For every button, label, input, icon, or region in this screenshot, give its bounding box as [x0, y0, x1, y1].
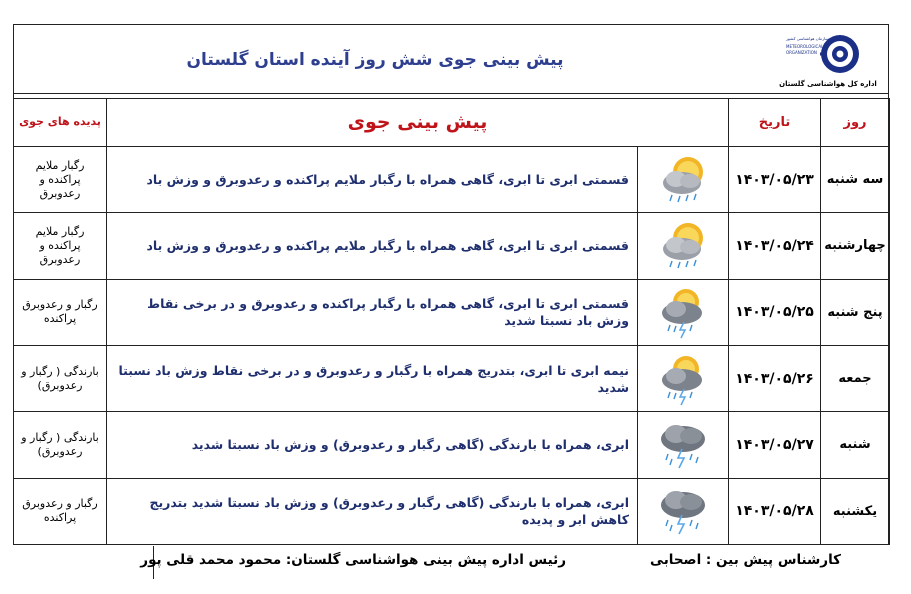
table-row [14, 478, 890, 544]
date-cell: ۱۴۰۳/۰۵/۲۳ [729, 146, 821, 212]
day-cell: شنبه [821, 412, 890, 478]
weather-icon-cell [638, 279, 729, 345]
date-cell: ۱۴۰۳/۰۵/۲۸ [729, 478, 821, 544]
day-cell: یکشنبه [821, 478, 890, 544]
date-cell: ۱۴۰۳/۰۵/۲۷ [729, 412, 821, 478]
table-row [14, 279, 890, 345]
thunderstorm-icon [652, 483, 714, 539]
partly-cloudy-rain-icon [652, 152, 714, 208]
day-cell: جمعه [821, 345, 890, 411]
forecast-cell: نیمه ابری تا ابری، بتدریج همراه با رگبار و رعدوبرق و در برخی نقاط وزش باد نسبتا شدید [107, 345, 638, 411]
thunderstorm-icon [652, 417, 714, 473]
column-header-phenomena: پدیده های جوی [14, 99, 107, 147]
day-cell: چهارشنبه [821, 213, 890, 279]
logo-caption: اداره کل هواشناسی گلستان [779, 80, 877, 88]
date-cell: ۱۴۰۳/۰۵/۲۶ [729, 345, 821, 411]
phenomena-cell: رگبار ملایم پراکنده و رعدوبرق [14, 213, 107, 279]
table-row [14, 412, 890, 478]
weather-icon-cell [638, 146, 729, 212]
phenomena-cell: رگبار و رعدوبرق پراکنده [14, 279, 107, 345]
column-header-forecast: پیش بینی جوی [107, 99, 729, 147]
day-cell: پنج شنبه [821, 279, 890, 345]
forecast-cell: قسمتی ابری تا ابری، گاهی همراه با رگبار ملایم پراکنده و رعدوبرق و وزش باد [107, 213, 638, 279]
weather-icon-cell [638, 478, 729, 544]
column-header-date: تاریخ [729, 99, 821, 147]
forecast-table [13, 98, 890, 545]
weather-icon-cell [638, 345, 729, 411]
logo-lettering: METEOROLOGICAL [786, 44, 824, 49]
page-title: پیش بینی جوی شش روز آینده استان گلستان [186, 50, 564, 70]
table-row [14, 213, 890, 279]
table-header-row [14, 99, 890, 147]
phenomena-cell: رگبار ملایم پراکنده و رعدوبرق [14, 146, 107, 212]
forecaster-name: کارشناس پیش بین : اصحابی [650, 552, 841, 568]
table-row [14, 146, 890, 212]
phenomena-cell: بارندگی ( رگبار و رعدوبرق) [14, 412, 107, 478]
thunderstorm-sun-icon [652, 351, 714, 407]
date-cell: ۱۴۰۳/۰۵/۲۴ [729, 213, 821, 279]
day-cell: سه شنبه [821, 146, 890, 212]
svg-text:ORGANIZATION: ORGANIZATION [786, 50, 817, 55]
column-header-day: روز [821, 99, 890, 147]
weather-icon-cell [638, 213, 729, 279]
date-cell: ۱۴۰۳/۰۵/۲۵ [729, 279, 821, 345]
partly-cloudy-rain-icon [652, 218, 714, 274]
weather-icon-cell [638, 412, 729, 478]
forecast-cell: قسمتی ابری تا ابری، گاهی همراه با رگبار ملایم پراکنده و رعدوبرق و وزش باد [107, 146, 638, 212]
table-row [14, 345, 890, 411]
thunderstorm-sun-icon [652, 284, 714, 340]
department-head-name: رئیس اداره پیش بینی هواشناسی گلستان: محمود محمد قلی پور [140, 552, 566, 568]
phenomena-cell: بارندگی ( رگبار و رعدوبرق) [14, 345, 107, 411]
forecast-cell: قسمتی ابری تا ابری، گاهی همراه با رگبار پراکنده و رعدوبرق و در برخی نقاط وزش باد نسبتا شدید [107, 279, 638, 345]
forecast-cell: ابری، همراه با بارندگی (گاهی رگبار و رعدوبرق) و وزش باد نسبتا شدید [107, 412, 638, 478]
svg-text:سازمان هواشناسی کشور: سازمان هواشناسی کشور [786, 36, 829, 41]
phenomena-cell: رگبار و رعدوبرق پراکنده [14, 478, 107, 544]
forecast-cell: ابری، همراه با بارندگی (گاهی رگبار و رعدوبرق) و وزش باد نسبتا شدید بتدریج کاهش ابر و پدیده [107, 478, 638, 544]
